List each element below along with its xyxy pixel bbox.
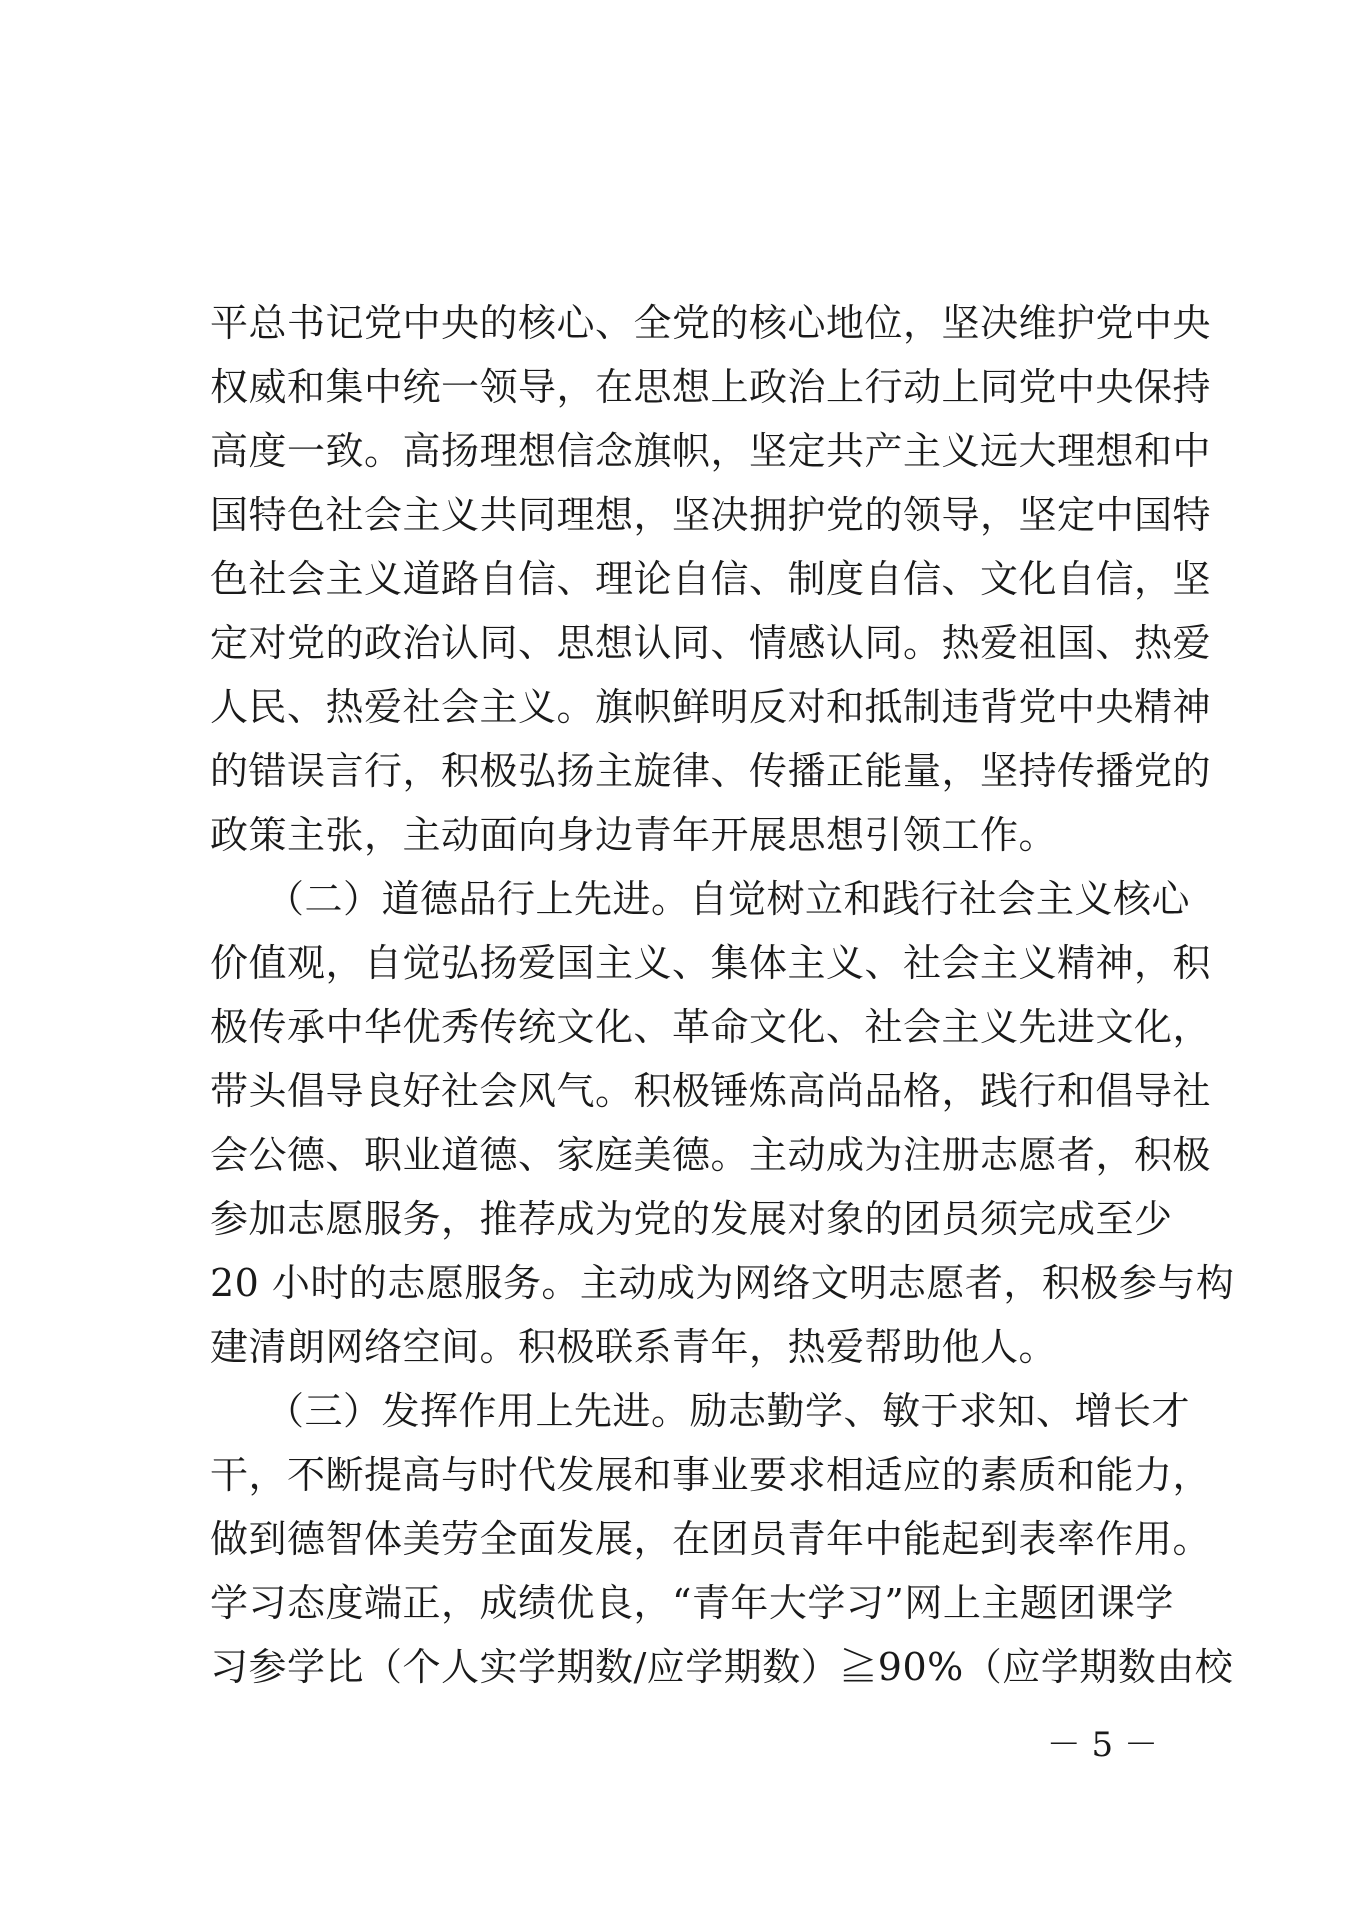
text-line: 建清朗网络空间。积极联系青年，热爱帮助他人。 — [210, 1325, 1058, 1369]
text-line: 带头倡导良好社会风气。积极锤炼高尚品格，践行和倡导社 — [210, 1069, 1212, 1113]
text-line: 做到德智体美劳全面发展，在团员青年中能起到表率作用。 — [210, 1517, 1212, 1561]
paragraph-1 — [210, 291, 1212, 867]
text-line: 色社会主义道路自信、理论自信、制度自信、文化自信，坚 — [210, 557, 1212, 601]
text-line: 高度一致。高扬理想信念旗帜，坚定共产主义远大理想和中 — [210, 429, 1212, 473]
text-line: 权威和集中统一领导，在思想上政治上行动上同党中央保持 — [210, 365, 1212, 409]
paragraph-2 — [210, 867, 1235, 1379]
text-line: 价值观，自觉弘扬爱国主义、集体主义、社会主义精神，积 — [210, 941, 1212, 985]
text-line: 极传承中华优秀传统文化、革命文化、社会主义先进文化， — [210, 1005, 1212, 1049]
text-line: （二）道德品行上先进。自觉树立和践行社会主义核心 — [266, 877, 1191, 921]
text-line: 学习态度端正，成绩优良，“青年大学习”网上主题团课学 — [210, 1581, 1174, 1625]
text-line: 定对党的政治认同、思想认同、情感认同。热爱祖国、热爱 — [210, 621, 1212, 665]
text-line: 国特色社会主义共同理想，坚决拥护党的领导，坚定中国特 — [210, 493, 1212, 537]
text-line: （三）发挥作用上先进。励志勤学、敏于求知、增长才 — [266, 1389, 1191, 1433]
paragraph-3 — [210, 1379, 1234, 1699]
page-number: － 5 － — [1046, 1725, 1158, 1765]
text-line: 政策主张，主动面向身边青年开展思想引领工作。 — [210, 813, 1058, 857]
text-line: 20 小时的志愿服务。主动成为网络文明志愿者，积极参与构 — [210, 1261, 1235, 1305]
body-text — [210, 291, 1235, 1699]
text-line: 习参学比（个人实学期数/应学期数）≧90%（应学期数由校 — [210, 1645, 1234, 1689]
text-line: 干，不断提高与时代发展和事业要求相适应的素质和能力， — [210, 1453, 1212, 1497]
text-line: 的错误言行，积极弘扬主旋律、传播正能量，坚持传播党的 — [210, 749, 1212, 793]
text-line: 会公德、职业道德、家庭美德。主动成为注册志愿者，积极 — [210, 1133, 1212, 1177]
text-line: 平总书记党中央的核心、全党的核心地位，坚决维护党中央 — [210, 301, 1212, 345]
text-line: 人民、热爱社会主义。旗帜鲜明反对和抵制违背党中央精神 — [210, 685, 1212, 729]
text-line: 参加志愿服务，推荐成为党的发展对象的团员须完成至少 — [210, 1197, 1173, 1241]
